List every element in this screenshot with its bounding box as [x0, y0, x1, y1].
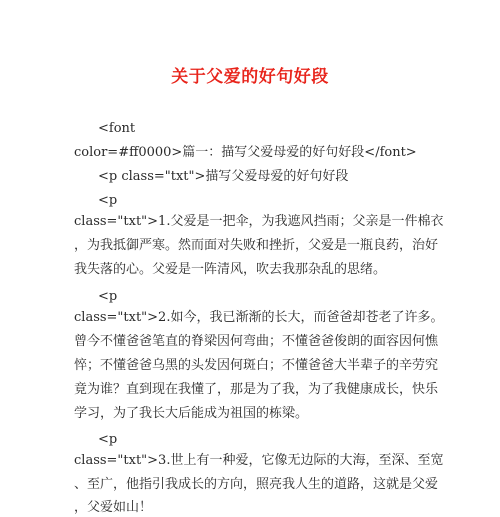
text-line: class="txt">1.父爱是一把伞，为我遮风挡雨；父亲是一件棉衣 — [74, 214, 444, 229]
text-line: <p — [98, 289, 118, 304]
text-line: 竟为谁？直到现在我懂了，那是为了我，为了我健康成长，快乐 — [74, 382, 439, 397]
text-line: ，父爱如山！ — [74, 500, 153, 515]
text-line: <p — [98, 432, 118, 447]
text-line: 、至广，他指引我成长的方向，照亮我人生的道路，这就是父爱 — [74, 477, 439, 492]
text-line: color=#ff0000>篇一：描写父爱母爱的好句好段</font> — [74, 145, 417, 160]
text-line: <p class="txt">描写父爱母爱的好句好段 — [98, 169, 349, 184]
text-line: <p — [98, 193, 118, 208]
page-title: 关于父爱的好句好段 — [171, 67, 329, 87]
text-line: class="txt">2.如今，我已渐渐的长大，而爸爸却苍老了许多。 — [74, 310, 444, 325]
text-line: 悴；不懂爸爸乌黑的头发因何斑白；不懂爸爸大半辈子的辛劳究 — [74, 358, 439, 373]
text-line: 学习，为了我长大后能成为祖国的栋梁。 — [74, 406, 309, 421]
text-line: class="txt">3.世上有一种爱，它像无边际的大海，至深、至宽 — [74, 453, 444, 468]
text-line: <font — [98, 121, 136, 136]
text-line: 曾今不懂爸爸笔直的脊梁因何弯曲；不懂爸爸俊朗的面容因何憔 — [74, 334, 439, 349]
text-line: 我失落的心。父爱是一阵清风，吹去我那杂乱的思绪。 — [74, 262, 387, 277]
text-line: ，为我抵御严寒。然而面对失败和挫折，父爱是一瓶良药，治好 — [74, 238, 439, 253]
